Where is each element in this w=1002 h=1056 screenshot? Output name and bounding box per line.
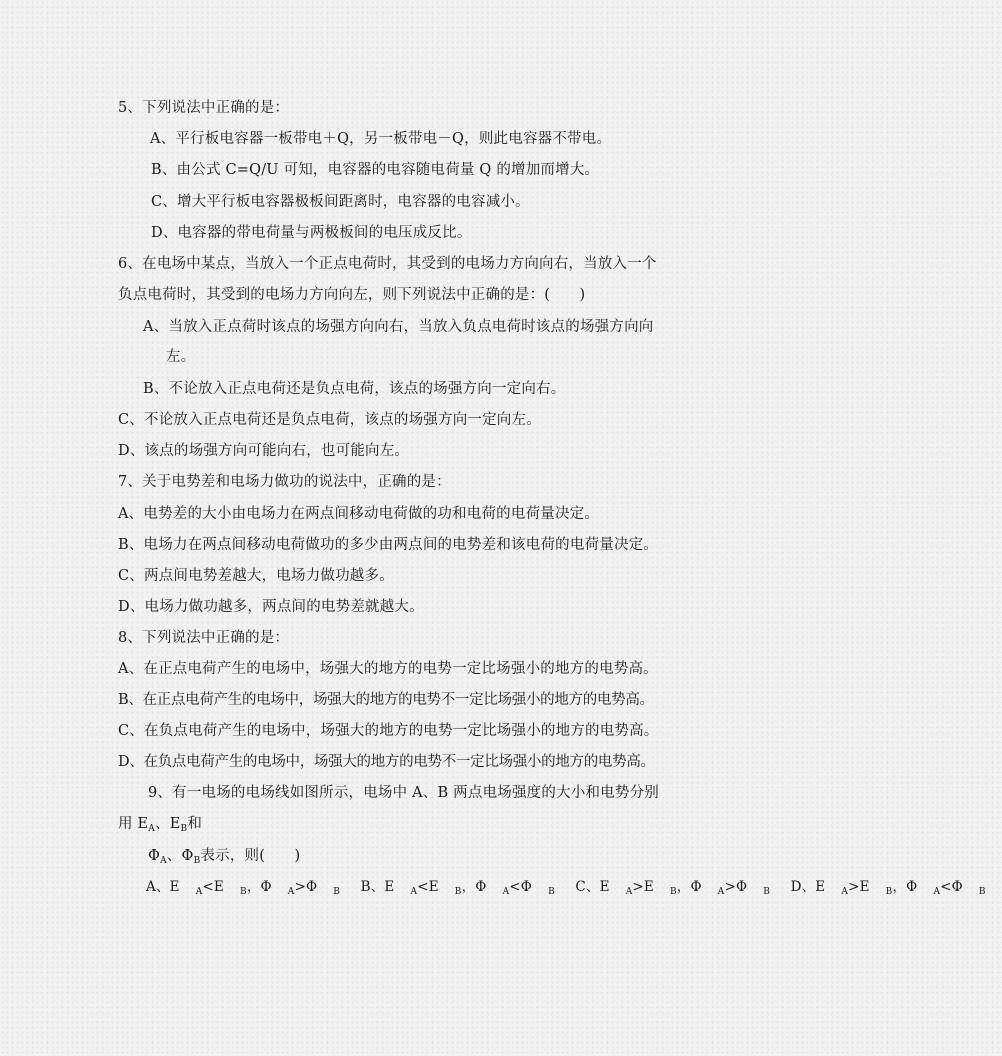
subscript-a: A: [625, 887, 633, 897]
q6-stem-line2: 负点电荷时，其受到的电场力方向向左，则下列说法中正确的是：( ): [118, 287, 586, 303]
q9-stem3-suffix: 表示，则( ): [200, 848, 301, 864]
lt-sign: <E: [417, 879, 439, 895]
q9-phi-separator: 、Φ: [166, 848, 194, 864]
q8-option-a: A、在正点电荷产生的电场中，场强大的地方的电势一定比场强小的地方的电势高。: [118, 661, 658, 677]
q8-option-b: B、在正点电荷产生的电场中，场强大的地方的电势不一定比场强小的地方的电势高。: [118, 692, 654, 708]
q6-option-b: B、不论放入正点电荷还是负点电荷，该点的场强方向一定向右。: [143, 381, 566, 397]
option-a-label: A、E: [146, 879, 180, 895]
gt-sign: >E: [848, 879, 870, 895]
q9-stem-line3: [148, 847, 300, 870]
phi-lt-sign: <Φ: [509, 879, 533, 895]
subscript-a: A: [410, 887, 418, 897]
q9-stem-line1: 9、有一电场的电场线如图所示，电场中 A、B 两点电场强度的大小和电势分别: [148, 785, 659, 801]
subscript-b: B: [333, 887, 341, 897]
subscript-b: B: [978, 887, 986, 897]
subscript-a: A: [148, 824, 155, 834]
subscript-b: B: [885, 887, 893, 897]
q6-option-c: C、不论放入正点电荷还是负点电荷，该点的场强方向一定向左。: [118, 412, 541, 428]
comma-phi: ，Φ: [676, 879, 702, 895]
q5-option-b: B、由公式 C=Q/U 可知，电容器的电容随电荷量 Q 的增加而增大。: [151, 162, 600, 178]
phi-lt-sign: <Φ: [940, 879, 963, 895]
option-d-label: D、E: [790, 879, 826, 895]
q8-option-d: D、在负点电荷产生的电场中，场强大的地方的电势不一定比场强小的地方的电势高。: [118, 754, 655, 770]
q5-option-c: C、增大平行板电容器极板间距离时，电容器的电容减小。: [151, 194, 530, 210]
q7-stem: 7、关于电势差和电场力做功的说法中，正确的是：: [118, 474, 451, 490]
q9-option-a: [146, 879, 340, 895]
q6-option-a-line2: 左。: [166, 349, 196, 365]
q7-option-c: C、两点间电势差越大，电场力做功越多。: [118, 568, 394, 584]
phi-gt-sign: >Φ: [294, 879, 318, 895]
q6-option-a-line1: A、当放入正点荷时该点的场强方向向右，当放入负点电荷时该点的场强方向向: [143, 319, 654, 335]
gt-sign: >E: [632, 879, 654, 895]
subscript-a: A: [195, 887, 203, 897]
option-b-label: B、E: [360, 879, 395, 895]
q7-option-d: D、电场力做功越多，两点间的电势差就越大。: [118, 599, 424, 615]
lt-sign: <E: [202, 879, 224, 895]
q9-stem-suffix: 和: [187, 816, 203, 832]
q8-option-c: C、在负点电荷产生的电场中，场强大的地方的电势一定比场强小的地方的电势高。: [118, 723, 659, 739]
q9-separator: 、E: [155, 816, 181, 832]
subscript-b: B: [180, 824, 188, 834]
subscript-a: A: [717, 887, 725, 897]
q5-stem: 5、下列说法中正确的是：: [118, 100, 290, 116]
phi-gt-sign: >Φ: [724, 879, 748, 895]
q7-option-a: A、电势差的大小由电场力在两点间移动电荷做的功和电荷的电荷量决定。: [118, 506, 600, 522]
comma-phi: ，Φ: [246, 879, 272, 895]
q5-option-a: A、平行板电容器一板带电＋Q，另一板带电－Q，则此电容器不带电。: [150, 131, 612, 147]
subscript-b: B: [669, 887, 677, 897]
q9-stem-prefix: 用 E: [118, 816, 149, 832]
comma-phi: ，Φ: [892, 879, 918, 895]
subscript-a: A: [933, 887, 941, 897]
q7-option-b: B、电场力在两点间移动电荷做功的多少由两点间的电势差和该电荷的电荷量决定。: [118, 537, 659, 553]
q6-stem-line1: 6、在电场中某点，当放入一个正点电荷时，其受到的电场力方向向右，当放入一个: [118, 256, 657, 272]
q8-stem: 8、下列说法中正确的是：: [118, 630, 290, 646]
subscript-a: A: [502, 887, 510, 897]
q9-option-b: [361, 879, 555, 895]
q9-options: [146, 878, 1002, 901]
q9-stem-line2: [118, 815, 202, 838]
q6-option-d: D、该点的场强方向可能向右，也可能向左。: [118, 443, 410, 459]
q5-option-d: D、电容器的带电荷量与两极板间的电压成反比。: [151, 225, 472, 241]
subscript-b: B: [548, 887, 555, 897]
subscript-b: B: [193, 856, 201, 866]
q9-option-d: [791, 879, 986, 895]
subscript-b: B: [240, 887, 247, 897]
q9-option-c: [575, 879, 770, 895]
subscript-a: A: [287, 887, 295, 897]
comma-phi: ，Φ: [461, 879, 487, 895]
subscript-b: B: [763, 887, 771, 897]
subscript-b: B: [454, 887, 462, 897]
option-c-label: C、E: [575, 879, 610, 895]
subscript-a: A: [160, 856, 167, 866]
subscript-a: A: [841, 887, 849, 897]
phi-symbol: Φ: [148, 848, 161, 864]
